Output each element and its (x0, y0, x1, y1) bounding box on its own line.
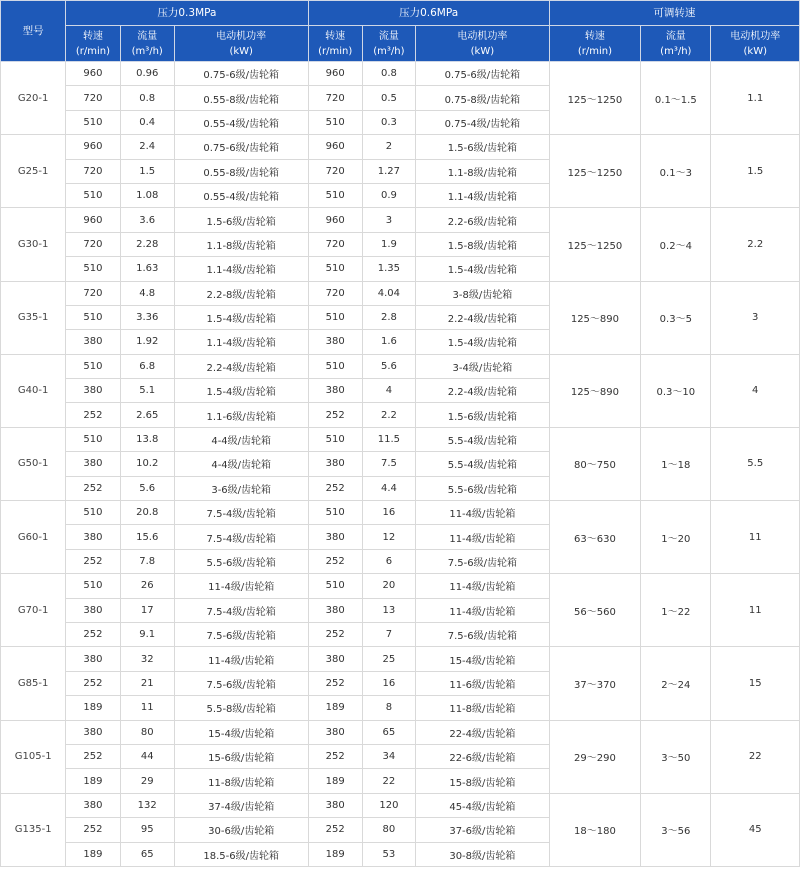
flow-03-cell: 1.08 (120, 183, 174, 207)
power-06-cell: 2.2-4级/齿轮箱 (416, 379, 550, 403)
flow-06-cell: 120 (362, 793, 415, 817)
flow-06-cell: 0.3 (362, 110, 415, 134)
power-06-cell: 15-4级/齿轮箱 (416, 647, 550, 671)
speed-06-cell: 510 (308, 574, 362, 598)
model-name-cell: G70-1 (1, 574, 66, 647)
flow-06-cell: 2.8 (362, 305, 415, 329)
power-03-cell: 0.55-8级/齿轮箱 (174, 86, 308, 110)
model-name-cell: G30-1 (1, 208, 66, 281)
speed-03-cell: 510 (66, 257, 120, 281)
adj-speed-cell: 125～1250 (549, 135, 640, 208)
header-power-unit: (kW) (470, 45, 495, 57)
adj-flow-cell: 0.2～4 (641, 208, 711, 281)
flow-06-cell: 0.8 (362, 62, 415, 86)
model-name-cell: G135-1 (1, 793, 66, 866)
power-03-cell: 4-4级/齿轮箱 (174, 452, 308, 476)
power-03-cell: 7.5-6级/齿轮箱 (174, 671, 308, 695)
speed-06-cell: 510 (308, 354, 362, 378)
adj-speed-cell: 63～630 (549, 501, 640, 574)
header-flow-unit: (m³/h) (660, 45, 692, 57)
speed-03-cell: 510 (66, 501, 120, 525)
speed-06-cell: 720 (308, 86, 362, 110)
flow-03-cell: 5.1 (120, 379, 174, 403)
power-03-cell: 0.55-4级/齿轮箱 (174, 110, 308, 134)
speed-06-cell: 510 (308, 305, 362, 329)
flow-06-cell: 16 (362, 501, 415, 525)
speed-06-cell: 720 (308, 281, 362, 305)
speed-03-cell: 720 (66, 159, 120, 183)
flow-06-cell: 1.6 (362, 330, 415, 354)
flow-03-cell: 2.65 (120, 403, 174, 427)
speed-03-cell: 380 (66, 452, 120, 476)
flow-06-cell: 4.04 (362, 281, 415, 305)
flow-03-cell: 0.96 (120, 62, 174, 86)
speed-06-cell: 252 (308, 744, 362, 768)
power-03-cell: 0.75-6级/齿轮箱 (174, 135, 308, 159)
power-03-cell: 37-4级/齿轮箱 (174, 793, 308, 817)
flow-03-cell: 7.8 (120, 549, 174, 573)
adj-power-cell: 22 (711, 720, 800, 793)
adj-power-cell: 1.5 (711, 135, 800, 208)
speed-03-cell: 380 (66, 647, 120, 671)
adj-power-cell: 1.1 (711, 62, 800, 135)
power-03-cell: 0.55-8级/齿轮箱 (174, 159, 308, 183)
header-speed-label: 转速 (584, 30, 605, 42)
adj-flow-cell: 1～20 (641, 501, 711, 574)
power-06-cell: 11-4级/齿轮箱 (416, 525, 550, 549)
flow-06-cell: 8 (362, 696, 415, 720)
speed-06-cell: 510 (308, 110, 362, 134)
power-03-cell: 11-8级/齿轮箱 (174, 769, 308, 793)
flow-03-cell: 26 (120, 574, 174, 598)
power-06-cell: 5.5-6级/齿轮箱 (416, 476, 550, 500)
flow-03-cell: 80 (120, 720, 174, 744)
adj-speed-cell: 125～890 (549, 281, 640, 354)
header-power-unit: (kW) (743, 45, 767, 57)
power-06-cell: 15-8级/齿轮箱 (416, 769, 550, 793)
flow-03-cell: 6.8 (120, 354, 174, 378)
speed-03-cell: 380 (66, 598, 120, 622)
flow-03-cell: 32 (120, 647, 174, 671)
flow-03-cell: 65 (120, 842, 174, 866)
header-speed (66, 26, 120, 62)
table-row (1, 354, 800, 378)
power-06-cell: 45-4级/齿轮箱 (416, 793, 550, 817)
speed-03-cell: 252 (66, 671, 120, 695)
flow-03-cell: 11 (120, 696, 174, 720)
adj-power-cell: 5.5 (711, 427, 800, 500)
flow-06-cell: 1.27 (362, 159, 415, 183)
flow-06-cell: 34 (362, 744, 415, 768)
power-06-cell: 1.5-4级/齿轮箱 (416, 257, 550, 281)
flow-03-cell: 0.8 (120, 86, 174, 110)
header-speed-unit: (r/min) (577, 45, 612, 57)
flow-03-cell: 20.8 (120, 501, 174, 525)
header-flow-unit: (m³/h) (373, 45, 405, 57)
table-row (1, 793, 800, 817)
flow-03-cell: 1.5 (120, 159, 174, 183)
speed-06-cell: 189 (308, 842, 362, 866)
adj-speed-cell: 56～560 (549, 574, 640, 647)
power-03-cell: 1.1-8级/齿轮箱 (174, 232, 308, 256)
flow-06-cell: 16 (362, 671, 415, 695)
table-row (1, 720, 800, 744)
speed-06-cell: 252 (308, 476, 362, 500)
adj-flow-cell: 3～50 (641, 720, 711, 793)
speed-06-cell: 252 (308, 818, 362, 842)
speed-03-cell: 189 (66, 842, 120, 866)
speed-03-cell: 510 (66, 574, 120, 598)
flow-06-cell: 22 (362, 769, 415, 793)
speed-06-cell: 189 (308, 769, 362, 793)
table-row (1, 501, 800, 525)
table-row (1, 281, 800, 305)
speed-06-cell: 252 (308, 403, 362, 427)
table-header (1, 1, 800, 62)
table-row (1, 135, 800, 159)
header-power (416, 26, 550, 62)
header-flow-label: 流量 (665, 30, 686, 42)
power-03-cell: 7.5-4级/齿轮箱 (174, 598, 308, 622)
power-03-cell: 1.1-4级/齿轮箱 (174, 330, 308, 354)
power-06-cell: 0.75-6级/齿轮箱 (416, 62, 550, 86)
power-06-cell: 11-4级/齿轮箱 (416, 574, 550, 598)
power-03-cell: 1.5-4级/齿轮箱 (174, 305, 308, 329)
header-speed (308, 26, 362, 62)
header-group-03mpa: 压力0.3MPa (66, 1, 308, 26)
flow-06-cell: 12 (362, 525, 415, 549)
flow-06-cell: 11.5 (362, 427, 415, 451)
adj-power-cell: 15 (711, 647, 800, 720)
flow-06-cell: 2.2 (362, 403, 415, 427)
speed-06-cell: 380 (308, 525, 362, 549)
flow-03-cell: 13.8 (120, 427, 174, 451)
table-body (1, 62, 800, 867)
power-06-cell: 1.5-6级/齿轮箱 (416, 135, 550, 159)
power-03-cell: 5.5-6级/齿轮箱 (174, 549, 308, 573)
speed-06-cell: 720 (308, 159, 362, 183)
power-03-cell: 2.2-8级/齿轮箱 (174, 281, 308, 305)
flow-06-cell: 4 (362, 379, 415, 403)
speed-03-cell: 960 (66, 135, 120, 159)
speed-06-cell: 510 (308, 427, 362, 451)
flow-03-cell: 21 (120, 671, 174, 695)
speed-06-cell: 960 (308, 135, 362, 159)
power-06-cell: 11-4级/齿轮箱 (416, 501, 550, 525)
power-06-cell: 22-4级/齿轮箱 (416, 720, 550, 744)
model-name-cell: G50-1 (1, 427, 66, 500)
power-03-cell: 7.5-6级/齿轮箱 (174, 622, 308, 646)
adj-power-cell: 45 (711, 793, 800, 866)
flow-03-cell: 29 (120, 769, 174, 793)
power-06-cell: 2.2-6级/齿轮箱 (416, 208, 550, 232)
flow-06-cell: 0.5 (362, 86, 415, 110)
flow-03-cell: 17 (120, 598, 174, 622)
adj-flow-cell: 0.1～1.5 (641, 62, 711, 135)
model-name-cell: G105-1 (1, 720, 66, 793)
adj-speed-cell: 125～1250 (549, 62, 640, 135)
header-speed-label: 转速 (82, 30, 103, 42)
speed-03-cell: 252 (66, 818, 120, 842)
power-03-cell: 3-6级/齿轮箱 (174, 476, 308, 500)
adj-power-cell: 4 (711, 354, 800, 427)
speed-03-cell: 189 (66, 696, 120, 720)
speed-06-cell: 380 (308, 720, 362, 744)
power-06-cell: 0.75-8级/齿轮箱 (416, 86, 550, 110)
flow-06-cell: 5.6 (362, 354, 415, 378)
power-06-cell: 1.5-4级/齿轮箱 (416, 330, 550, 354)
speed-06-cell: 960 (308, 208, 362, 232)
flow-06-cell: 53 (362, 842, 415, 866)
header-flow (641, 26, 711, 62)
adj-flow-cell: 1～18 (641, 427, 711, 500)
header-flow (120, 26, 174, 62)
power-03-cell: 18.5-6级/齿轮箱 (174, 842, 308, 866)
power-03-cell: 15-4级/齿轮箱 (174, 720, 308, 744)
speed-03-cell: 252 (66, 403, 120, 427)
power-06-cell: 11-8级/齿轮箱 (416, 696, 550, 720)
speed-03-cell: 252 (66, 622, 120, 646)
speed-06-cell: 380 (308, 379, 362, 403)
flow-03-cell: 1.92 (120, 330, 174, 354)
model-name-cell: G25-1 (1, 135, 66, 208)
adj-flow-cell: 0.1～3 (641, 135, 711, 208)
power-06-cell: 7.5-6级/齿轮箱 (416, 549, 550, 573)
flow-03-cell: 3.36 (120, 305, 174, 329)
header-power-label: 电动机功率 (730, 30, 781, 42)
header-flow-unit: (m³/h) (131, 45, 163, 57)
flow-03-cell: 5.6 (120, 476, 174, 500)
speed-03-cell: 960 (66, 208, 120, 232)
flow-06-cell: 0.9 (362, 183, 415, 207)
flow-06-cell: 7.5 (362, 452, 415, 476)
adj-flow-cell: 0.3～10 (641, 354, 711, 427)
flow-06-cell: 25 (362, 647, 415, 671)
header-speed-unit: (r/min) (75, 45, 111, 57)
adj-speed-cell: 37～370 (549, 647, 640, 720)
power-06-cell: 1.1-8级/齿轮箱 (416, 159, 550, 183)
speed-03-cell: 380 (66, 720, 120, 744)
power-03-cell: 1.1-6级/齿轮箱 (174, 403, 308, 427)
adj-flow-cell: 3～56 (641, 793, 711, 866)
table-row (1, 647, 800, 671)
adj-speed-cell: 125～890 (549, 354, 640, 427)
adj-power-cell: 11 (711, 501, 800, 574)
speed-06-cell: 960 (308, 62, 362, 86)
power-06-cell: 11-4级/齿轮箱 (416, 598, 550, 622)
model-name-cell: G20-1 (1, 62, 66, 135)
model-name-cell: G35-1 (1, 281, 66, 354)
speed-03-cell: 252 (66, 744, 120, 768)
power-03-cell: 1.5-4级/齿轮箱 (174, 379, 308, 403)
flow-03-cell: 95 (120, 818, 174, 842)
header-flow-label: 流量 (137, 30, 158, 42)
model-name-cell: G60-1 (1, 501, 66, 574)
model-name-cell: G40-1 (1, 354, 66, 427)
table-row (1, 574, 800, 598)
adj-flow-cell: 2～24 (641, 647, 711, 720)
flow-03-cell: 9.1 (120, 622, 174, 646)
speed-03-cell: 189 (66, 769, 120, 793)
header-group-06mpa: 压力0.6MPa (308, 1, 549, 26)
power-06-cell: 3-8级/齿轮箱 (416, 281, 550, 305)
speed-06-cell: 380 (308, 598, 362, 622)
speed-03-cell: 720 (66, 281, 120, 305)
flow-06-cell: 80 (362, 818, 415, 842)
speed-03-cell: 510 (66, 354, 120, 378)
header-power-label: 电动机功率 (216, 30, 267, 42)
power-06-cell: 1.5-6级/齿轮箱 (416, 403, 550, 427)
power-06-cell: 5.5-4级/齿轮箱 (416, 452, 550, 476)
model-name-cell: G85-1 (1, 647, 66, 720)
header-power-unit: (kW) (229, 45, 253, 57)
adj-speed-cell: 125～1250 (549, 208, 640, 281)
power-06-cell: 30-8级/齿轮箱 (416, 842, 550, 866)
speed-06-cell: 189 (308, 696, 362, 720)
flow-03-cell: 15.6 (120, 525, 174, 549)
header-model: 型号 (1, 1, 66, 62)
speed-06-cell: 720 (308, 232, 362, 256)
table-row (1, 62, 800, 86)
power-06-cell: 5.5-4级/齿轮箱 (416, 427, 550, 451)
speed-03-cell: 380 (66, 793, 120, 817)
table-row (1, 208, 800, 232)
adj-flow-cell: 1～22 (641, 574, 711, 647)
header-speed-unit: (r/min) (318, 45, 353, 57)
speed-06-cell: 510 (308, 257, 362, 281)
power-03-cell: 11-4级/齿轮箱 (174, 574, 308, 598)
speed-03-cell: 510 (66, 183, 120, 207)
flow-06-cell: 1.35 (362, 257, 415, 281)
adj-power-cell: 2.2 (711, 208, 800, 281)
power-06-cell: 7.5-6级/齿轮箱 (416, 622, 550, 646)
speed-06-cell: 380 (308, 330, 362, 354)
speed-06-cell: 510 (308, 183, 362, 207)
power-03-cell: 0.55-4级/齿轮箱 (174, 183, 308, 207)
speed-06-cell: 380 (308, 793, 362, 817)
flow-03-cell: 2.4 (120, 135, 174, 159)
speed-06-cell: 510 (308, 501, 362, 525)
flow-06-cell: 20 (362, 574, 415, 598)
adj-power-cell: 11 (711, 574, 800, 647)
speed-06-cell: 252 (308, 549, 362, 573)
adj-speed-cell: 80～750 (549, 427, 640, 500)
flow-06-cell: 6 (362, 549, 415, 573)
power-03-cell: 4-4级/齿轮箱 (174, 427, 308, 451)
speed-06-cell: 380 (308, 647, 362, 671)
table-row (1, 427, 800, 451)
speed-03-cell: 252 (66, 476, 120, 500)
power-06-cell: 1.5-8级/齿轮箱 (416, 232, 550, 256)
power-03-cell: 7.5-4级/齿轮箱 (174, 525, 308, 549)
flow-03-cell: 10.2 (120, 452, 174, 476)
header-flow (362, 26, 415, 62)
power-03-cell: 1.1-4级/齿轮箱 (174, 257, 308, 281)
speed-03-cell: 510 (66, 427, 120, 451)
power-06-cell: 3-4级/齿轮箱 (416, 354, 550, 378)
speed-03-cell: 380 (66, 525, 120, 549)
power-03-cell: 7.5-4级/齿轮箱 (174, 501, 308, 525)
adj-speed-cell: 18～180 (549, 793, 640, 866)
flow-03-cell: 3.6 (120, 208, 174, 232)
header-speed (549, 26, 640, 62)
adj-speed-cell: 29～290 (549, 720, 640, 793)
flow-06-cell: 3 (362, 208, 415, 232)
flow-06-cell: 65 (362, 720, 415, 744)
flow-06-cell: 13 (362, 598, 415, 622)
flow-03-cell: 1.63 (120, 257, 174, 281)
header-power (711, 26, 800, 62)
power-03-cell: 30-6级/齿轮箱 (174, 818, 308, 842)
flow-06-cell: 2 (362, 135, 415, 159)
speed-03-cell: 720 (66, 232, 120, 256)
power-03-cell: 5.5-8级/齿轮箱 (174, 696, 308, 720)
flow-06-cell: 1.9 (362, 232, 415, 256)
speed-03-cell: 252 (66, 549, 120, 573)
power-06-cell: 11-6级/齿轮箱 (416, 671, 550, 695)
speed-03-cell: 510 (66, 110, 120, 134)
speed-03-cell: 960 (66, 62, 120, 86)
flow-06-cell: 7 (362, 622, 415, 646)
power-06-cell: 22-6级/齿轮箱 (416, 744, 550, 768)
power-06-cell: 2.2-4级/齿轮箱 (416, 305, 550, 329)
flow-03-cell: 2.28 (120, 232, 174, 256)
speed-03-cell: 380 (66, 379, 120, 403)
speed-03-cell: 720 (66, 86, 120, 110)
flow-03-cell: 4.8 (120, 281, 174, 305)
speed-06-cell: 252 (308, 622, 362, 646)
speed-06-cell: 252 (308, 671, 362, 695)
speed-03-cell: 380 (66, 330, 120, 354)
power-03-cell: 15-6级/齿轮箱 (174, 744, 308, 768)
power-03-cell: 2.2-4级/齿轮箱 (174, 354, 308, 378)
header-speed-label: 转速 (325, 30, 346, 42)
speed-06-cell: 380 (308, 452, 362, 476)
power-06-cell: 37-6级/齿轮箱 (416, 818, 550, 842)
header-flow-label: 流量 (378, 30, 399, 42)
flow-06-cell: 4.4 (362, 476, 415, 500)
power-03-cell: 1.5-6级/齿轮箱 (174, 208, 308, 232)
flow-03-cell: 132 (120, 793, 174, 817)
power-06-cell: 0.75-4级/齿轮箱 (416, 110, 550, 134)
flow-03-cell: 44 (120, 744, 174, 768)
header-group-adjustable: 可调转速 (549, 1, 799, 26)
power-03-cell: 11-4级/齿轮箱 (174, 647, 308, 671)
flow-03-cell: 0.4 (120, 110, 174, 134)
adj-flow-cell: 0.3～5 (641, 281, 711, 354)
header-power-label: 电动机功率 (457, 30, 508, 42)
speed-03-cell: 510 (66, 305, 120, 329)
header-power (174, 26, 308, 62)
adj-power-cell: 3 (711, 281, 800, 354)
power-06-cell: 1.1-4级/齿轮箱 (416, 183, 550, 207)
power-03-cell: 0.75-6级/齿轮箱 (174, 62, 308, 86)
